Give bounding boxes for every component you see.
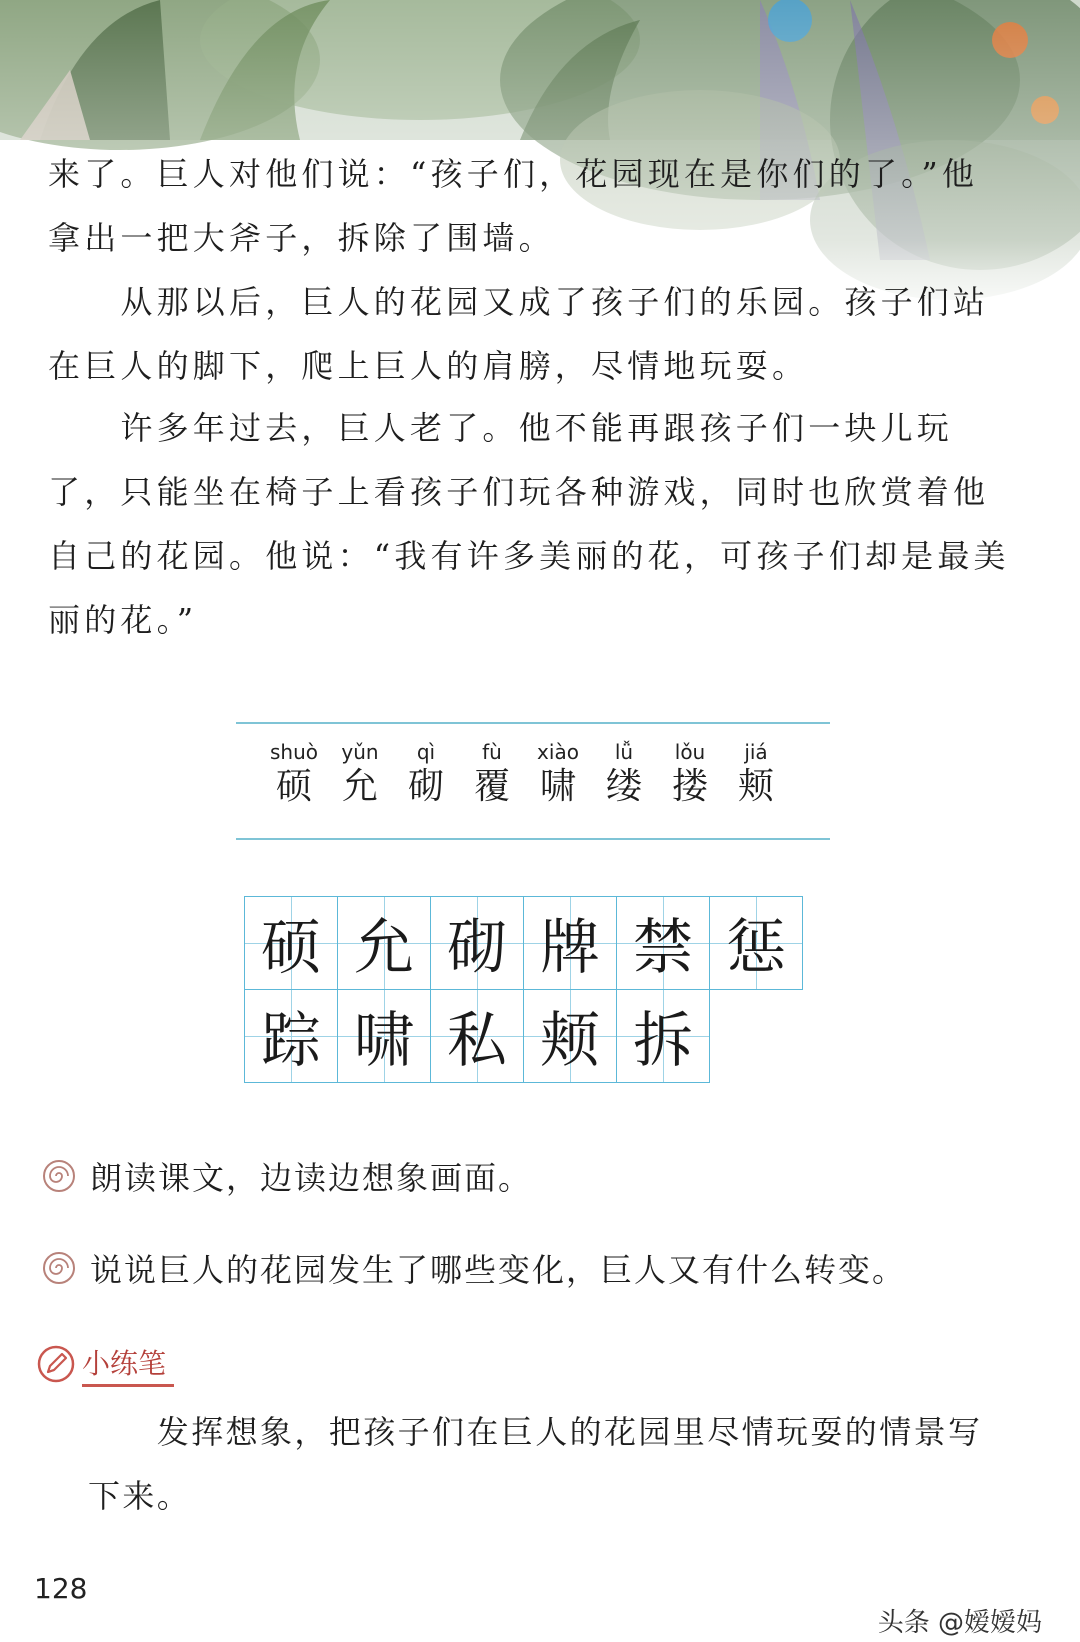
pinyin-character: 硕 — [275, 766, 312, 807]
grid-character: 私 — [447, 1006, 507, 1076]
pinyin-text: qì — [416, 740, 436, 764]
paragraph-2 — [48, 270, 1028, 398]
watermark: 头条 @嫒嫒妈 — [877, 1608, 1042, 1638]
grid-character: 禁 — [633, 913, 693, 983]
paragraph-line: 在巨人的脚下，爬上巨人的肩膀，尽情地玩耍。 — [48, 347, 809, 385]
pinyin-entry — [328, 740, 392, 810]
pinyin-text: lǚ — [614, 740, 634, 764]
grid-character: 颊 — [540, 1006, 600, 1076]
grid-cell — [244, 896, 338, 990]
grid-cell — [616, 896, 710, 990]
paragraph-line: 自己的花园。他说：“我有许多美丽的花，可孩子们却是最美 — [48, 537, 1010, 575]
pinyin-character: 砌 — [407, 766, 444, 807]
grid-character: 牌 — [540, 913, 600, 983]
grid-character: 啸 — [354, 1006, 414, 1076]
task-text: 朗读课文，边读边想象画面。 — [90, 1159, 533, 1197]
grid-cell — [337, 896, 431, 990]
pinyin-character: 颊 — [737, 766, 774, 807]
pinyin-entry — [262, 740, 326, 810]
pinyin-entry — [394, 740, 458, 810]
pinyin-character: 覆 — [473, 766, 510, 807]
paragraph-3 — [48, 396, 1028, 652]
practice-line: 发挥想象，把孩子们在巨人的花园里尽情玩耍的情景写 — [88, 1413, 983, 1451]
pinyin-entry — [658, 740, 722, 810]
pinyin-entry — [526, 740, 590, 810]
practice-label: 小练笔 — [82, 1342, 174, 1387]
practice-line: 下来。 — [88, 1477, 192, 1515]
grid-cell — [337, 989, 431, 1083]
grid-cell — [244, 989, 338, 1083]
task-item — [42, 1154, 532, 1198]
pinyin-character: 啸 — [539, 766, 576, 807]
paragraph-line: 许多年过去，巨人老了。他不能再跟孩子们一块儿玩 — [48, 409, 954, 447]
pinyin-entry — [592, 740, 656, 810]
grid-character: 砌 — [447, 913, 507, 983]
grid-cell — [523, 989, 617, 1083]
pinyin-text: xiào — [537, 740, 579, 764]
grid-cell — [430, 989, 524, 1083]
task-text: 说说巨人的花园发生了哪些变化，巨人又有什么转变。 — [90, 1251, 907, 1289]
grid-character: 拆 — [633, 1006, 693, 1076]
pinyin-character: 允 — [341, 766, 378, 807]
grid-cell — [709, 896, 803, 990]
grid-cell — [616, 989, 710, 1083]
grid-character: 惩 — [726, 913, 786, 983]
pinyin-entry — [724, 740, 788, 810]
pen-icon — [36, 1344, 76, 1384]
pinyin-character: 缕 — [605, 766, 642, 807]
spiral-bullet-icon — [42, 1159, 76, 1193]
paragraph-line: 拿出一把大斧子，拆除了围墙。 — [48, 219, 555, 257]
grid-cell — [430, 896, 524, 990]
pinyin-text: shuò — [269, 740, 318, 764]
page-number: 128 — [34, 1572, 88, 1605]
pinyin-character: 搂 — [671, 766, 708, 807]
practice-text — [88, 1400, 1028, 1528]
paragraph-1 — [48, 142, 1028, 270]
pinyin-text: yǔn — [341, 740, 379, 764]
spiral-bullet-icon — [42, 1251, 76, 1285]
pinyin-text: lǒu — [674, 740, 706, 764]
grid-character: 踪 — [261, 1006, 321, 1076]
paragraph-line: 来了。巨人对他们说：“孩子们，花园现在是你们的了。”他 — [48, 155, 979, 193]
paragraph-line: 从那以后，巨人的花园又成了孩子们的乐园。孩子们站 — [48, 283, 990, 321]
pinyin-text: fù — [482, 740, 502, 764]
paragraph-line: 了，只能坐在椅子上看孩子们玩各种游戏，同时也欣赏着他 — [48, 473, 990, 511]
pinyin-text: jiá — [744, 740, 768, 764]
task-item — [42, 1246, 906, 1290]
grid-character: 硕 — [261, 913, 321, 983]
practice-heading — [36, 1342, 174, 1386]
paragraph-line: 丽的花。” — [48, 601, 198, 639]
grid-character: 允 — [354, 913, 414, 983]
pinyin-entry — [460, 740, 524, 810]
grid-cell — [523, 896, 617, 990]
pinyin-vocabulary-box — [236, 722, 830, 840]
